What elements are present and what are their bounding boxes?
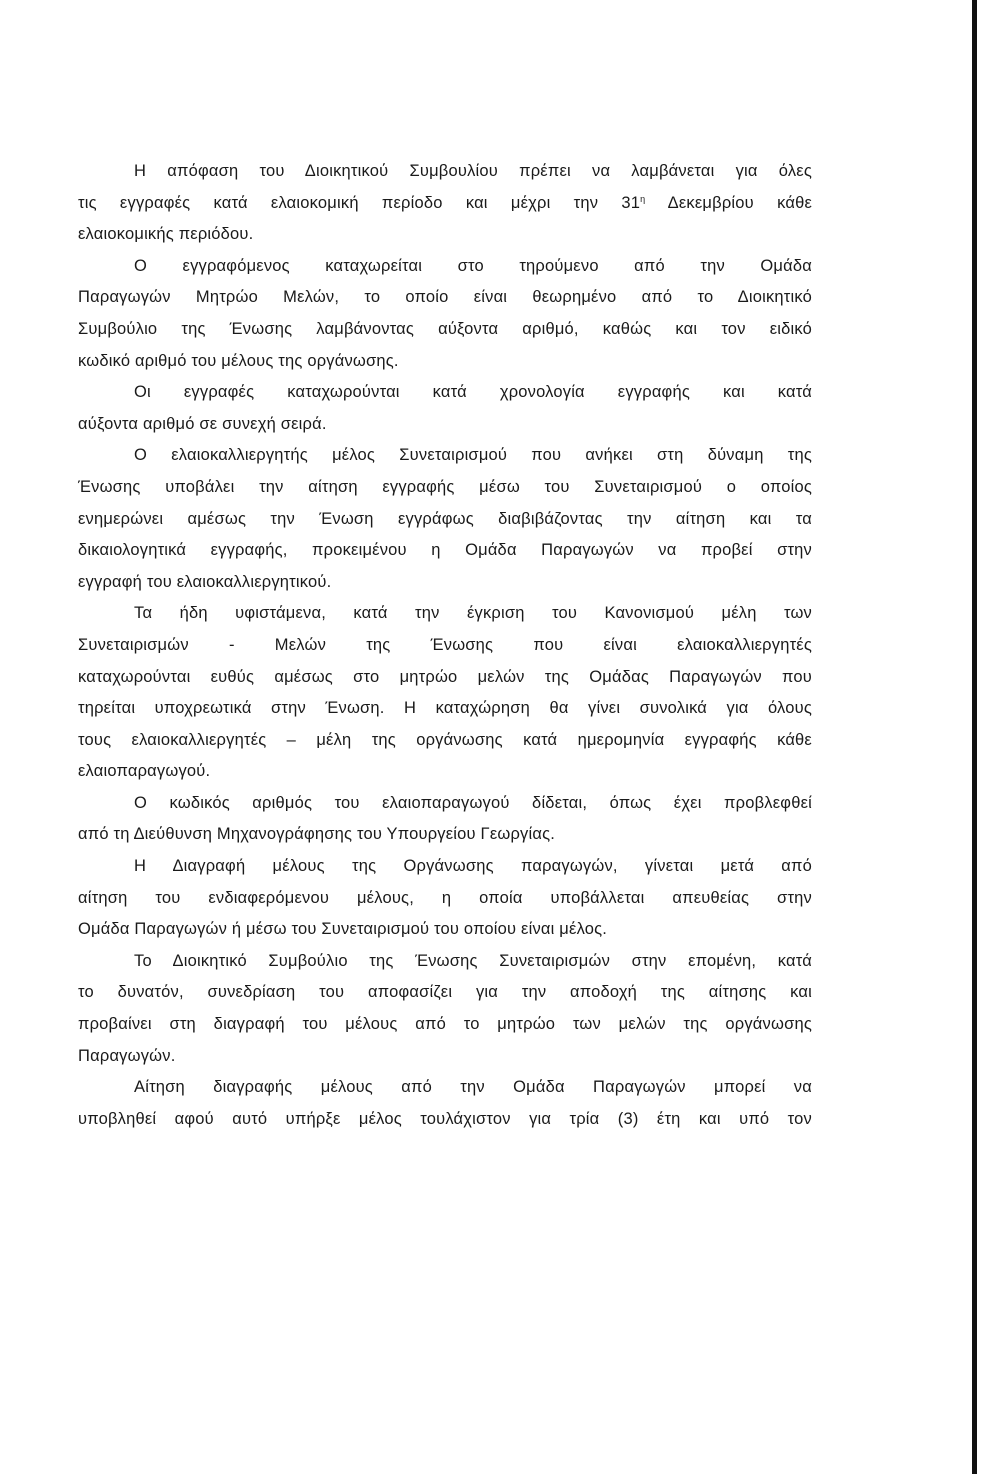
document-body	[78, 156, 812, 1135]
text-line: Παραγωγών Μητρώο Μελών, το οποίο είναι θεωρημένο από το Διοικητικό	[78, 288, 812, 307]
paragraph-7	[78, 851, 812, 946]
text-line: Οι εγγραφές καταχωρούνται κατά χρονολογία εγγραφής και κατά	[134, 383, 812, 402]
text-line: Το Διοικητικό Συμβούλιο της Ένωσης Συνεταιρισμών στην επομένη, κατά	[134, 951, 812, 970]
text-line: κωδικό αριθμό του μέλους της οργάνωσης.	[78, 351, 399, 370]
text-segment: τις εγγραφές κατά ελαιοκομική περίοδο και μέχρι την 31	[78, 193, 641, 212]
text-line: το δυνατόν, συνεδρίαση του αποφασίζει για την αποδοχή της αίτησης και	[78, 983, 812, 1002]
paragraph-8	[78, 946, 812, 1072]
text-line: ενημερώνει αμέσως την Ένωση εγγράφως διαβιβάζοντας την αίτηση και τα	[78, 509, 812, 528]
text-line: ελαιοπαραγωγού.	[78, 762, 211, 781]
text-line: τους ελαιοκαλλιεργητές – μέλη της οργάνωσης κατά ημερομηνία εγγραφής κάθε	[78, 730, 812, 749]
paragraph-4	[78, 440, 812, 598]
text-line: αίτηση του ενδιαφερόμενου μέλους, η οποία υποβάλλεται απευθείας στην	[78, 888, 812, 907]
text-line: τηρείται υποχρεωτικά στην Ένωση. Η καταχώρηση θα γίνει συνολικά για όλους	[78, 699, 812, 718]
text-line: Ο εγγραφόμενος καταχωρείται στο τηρούμενο από την Ομάδα	[134, 256, 812, 275]
text-line: προβαίνει στη διαγραφή του μέλους από το μητρώο των μελών της οργάνωσης	[78, 1015, 812, 1034]
text-line: Τα ήδη υφιστάμενα, κατά την έγκριση του Κανονισμού μέλη των	[134, 604, 812, 623]
scan-edge-border	[972, 0, 977, 1474]
paragraph-6	[78, 788, 812, 851]
text-line: καταχωρούνται ευθύς αμέσως στο μητρώο μελών της Ομάδας Παραγωγών που	[78, 667, 812, 686]
text-line: Συμβούλιο της Ένωσης λαμβάνοντας αύξοντα αριθμό, καθώς και τον ειδικό	[78, 319, 812, 338]
text-line: Συνεταιρισμών - Μελών της Ένωσης που είναι ελαιοκαλλιεργητές	[78, 635, 812, 654]
text-line: από τη Διεύθυνση Μηχανογράφησης του Υπουργείου Γεωργίας.	[78, 825, 556, 844]
text-line: Ο κωδικός αριθμός του ελαιοπαραγωγού δίδεται, όπως έχει προβλεφθεί	[134, 793, 812, 812]
text-line: Αίτηση διαγραφής μέλους από την Ομάδα Παραγωγών μπορεί να	[134, 1078, 812, 1097]
text-line: Ο ελαιοκαλλιεργητής μέλος Συνεταιρισμού που ανήκει στη δύναμη της	[134, 446, 812, 465]
text-line: Η Διαγραφή μέλους της Οργάνωσης παραγωγών, γίνεται μετά από	[134, 857, 812, 876]
text-line: Ένωσης υποβάλει την αίτηση εγγραφής μέσω του Συνεταιρισμού ο οποίος	[78, 477, 812, 496]
text-line: υποβληθεί αφού αυτό υπήρξε μέλος τουλάχιστον για τρία (3) έτη και υπό τον	[78, 1109, 812, 1128]
paragraph-5	[78, 598, 812, 788]
text-line: Η απόφαση του Διοικητικού Συμβουλίου πρέπει να λαμβάνεται για όλες	[134, 162, 812, 180]
text-line: δικαιολογητικά εγγραφής, προκειμένου η Ομάδα Παραγωγών να προβεί στην	[78, 541, 812, 560]
text-segment: Δεκεμβρίου κάθε	[645, 193, 812, 212]
text-line: αύξοντα αριθμό σε συνεχή σειρά.	[78, 414, 327, 433]
paragraph-1	[78, 156, 812, 251]
text-line	[78, 188, 812, 220]
text-line: ελαιοκομικής περιόδου.	[78, 225, 254, 244]
superscript-ordinal: η	[640, 193, 646, 204]
paragraph-9	[78, 1072, 812, 1135]
text-line: εγγραφή του ελαιοκαλλιεργητικού.	[78, 572, 332, 591]
paragraph-3	[78, 377, 812, 440]
text-line: Παραγωγών.	[78, 1046, 176, 1065]
text-line: Ομάδα Παραγωγών ή μέσω του Συνεταιρισμού του οποίου είναι μέλος.	[78, 920, 608, 939]
paragraph-2	[78, 251, 812, 377]
